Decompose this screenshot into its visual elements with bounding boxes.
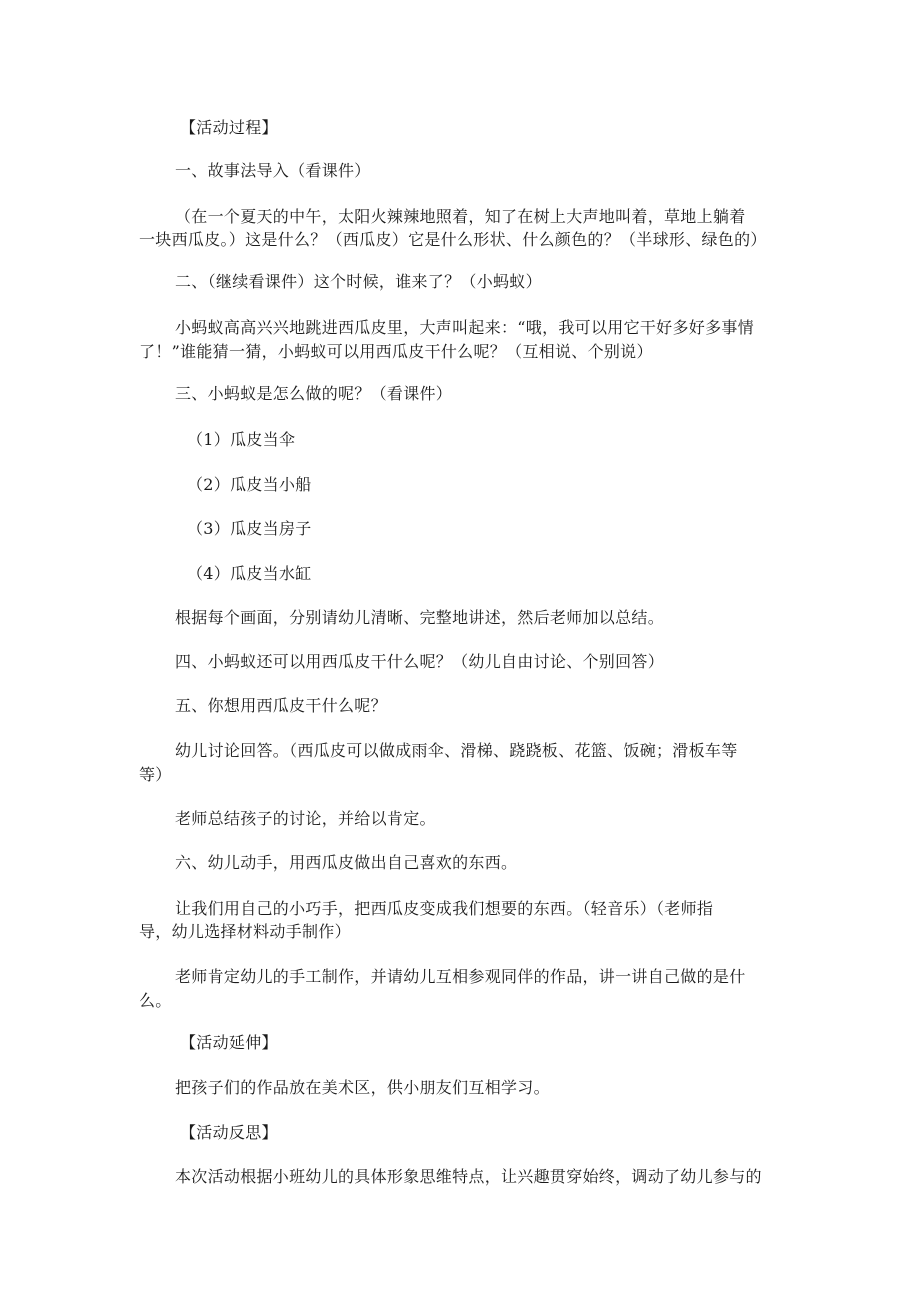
section-3-item-1: （1）瓜皮当伞: [187, 430, 296, 449]
section-6-paragraph-2-line-1: 老师肯定幼儿的手工制作，并请幼儿互相参观同伴的作品，讲一讲自己做的是什: [175, 967, 746, 986]
section-2-paragraph-line-2: 了！”谁能猜一猜，小蚂蚁可以用西瓜皮干什么呢？（互相说、个别说）: [139, 342, 653, 361]
section-2-title: 二、（继续看课件）这个时候，谁来了？（小蚂蚁）: [175, 272, 542, 291]
section-5-paragraph-line-1: 幼儿讨论回答。（西瓜皮可以做成雨伞、滑梯、跷跷板、花篮、饭碗；滑板车等: [175, 741, 738, 760]
section-1-title: 一、故事法导入（看课件）: [175, 161, 371, 180]
reflection-paragraph-line-1: 本次活动根据小班幼儿的具体形象思维特点，让兴趣贯穿始终，调动了幼儿参与的: [175, 1167, 762, 1186]
section-6-paragraph-line-2: 导，幼儿选择材料动手制作）: [139, 922, 351, 941]
section-1-paragraph-line-2: 一块西瓜皮。）这是什么？（西瓜皮）它是什么形状、什么颜色的？（半球形、绿色的）: [139, 230, 767, 249]
section-5-paragraph-line-2: 等）: [139, 765, 172, 784]
section-5-title: 五、你想用西瓜皮干什么呢？: [175, 696, 387, 715]
heading-activity-reflection: 【活动反思】: [180, 1123, 278, 1142]
section-6-paragraph-line-1: 让我们用自己的小巧手，把西瓜皮变成我们想要的东西。（轻音乐）（老师指: [175, 899, 714, 918]
section-6-title: 六、幼儿动手，用西瓜皮做出自己喜欢的东西。: [175, 853, 518, 872]
heading-activity-extension: 【活动延伸】: [180, 1033, 278, 1052]
section-2-paragraph-line-1: 小蚂蚁高高兴兴地跳进西瓜皮里，大声叫起来：“哦，我可以用它干好多好多事情: [175, 318, 754, 337]
section-6-paragraph-2-line-2: 么。: [139, 991, 172, 1010]
section-4-title: 四、小蚂蚁还可以用西瓜皮干什么呢？（幼儿自由讨论、个别回答）: [175, 652, 665, 671]
section-3-item-4: （4）瓜皮当水缸: [187, 564, 312, 583]
section-1-paragraph-line-1: （在一个夏天的中午，太阳火辣辣地照着，知了在树上大声地叫着，草地上躺着: [175, 207, 746, 226]
extension-paragraph: 把孩子们的作品放在美术区，供小朋友们互相学习。: [175, 1078, 550, 1097]
section-5-summary: 老师总结孩子的讨论，并给以肯定。: [175, 809, 436, 828]
heading-activity-process: 【活动过程】: [180, 118, 278, 137]
section-3-title: 三、小蚂蚁是怎么做的呢？（看课件）: [175, 384, 453, 403]
section-3-item-2: （2）瓜皮当小船: [187, 475, 312, 494]
section-3-summary: 根据每个画面，分别请幼儿清晰、完整地讲述，然后老师加以总结。: [175, 608, 665, 627]
section-3-item-3: （3）瓜皮当房子: [187, 519, 312, 538]
